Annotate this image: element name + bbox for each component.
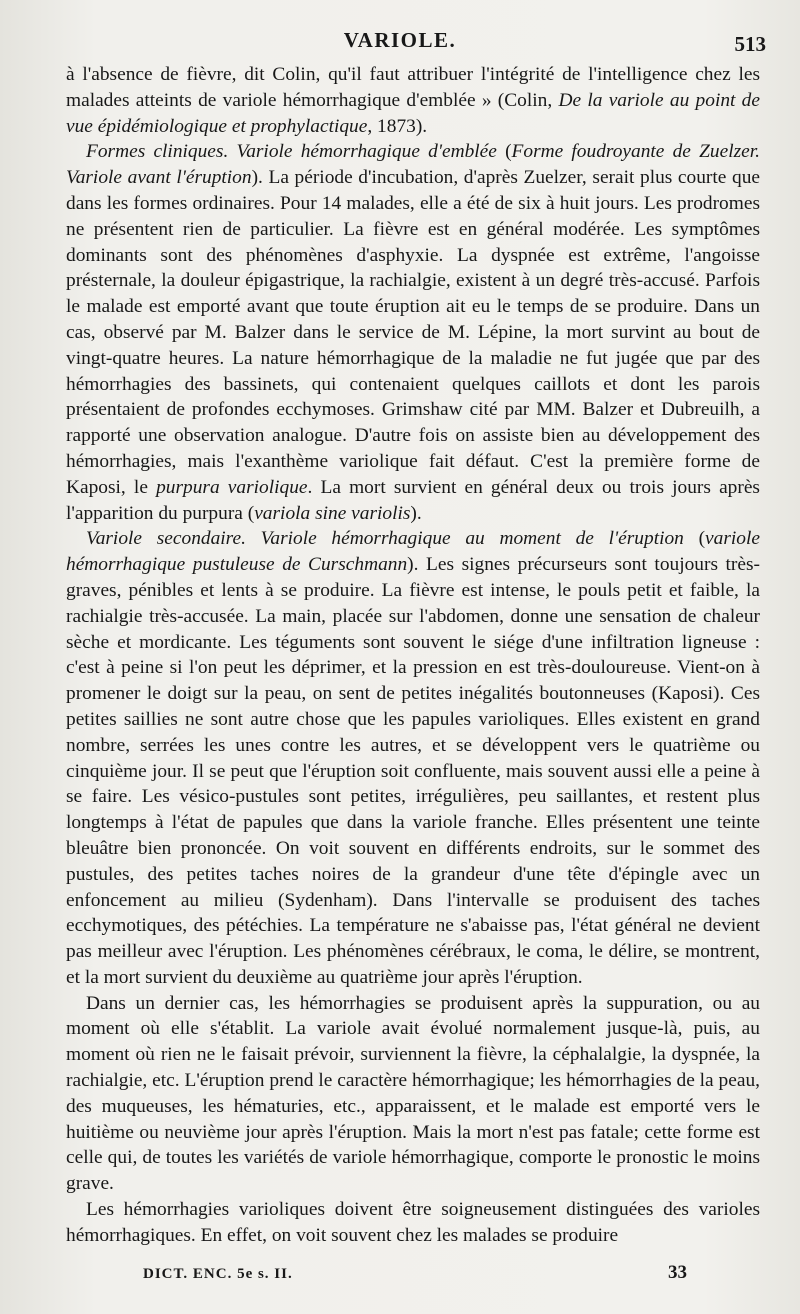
text-run: ).	[410, 502, 422, 524]
paragraph-formes-cliniques	[66, 139, 760, 526]
text-run: , 1873).	[367, 115, 428, 137]
paragraph-variole-secondaire	[66, 526, 760, 990]
italic-text-run: purpura variolique	[156, 476, 308, 498]
paragraph-dernier-cas	[66, 991, 760, 1197]
running-header	[0, 28, 800, 58]
italic-text-run: De la variole au point de vue épidémiologique et prophylactique	[66, 89, 760, 137]
text-run	[228, 141, 236, 162]
paragraph-hemorrhagies-varioliques	[66, 1197, 760, 1249]
footer-sheet-number: 33	[668, 1262, 687, 1283]
text-run: à l'absence de fièvre, dit Colin, qu'il faut attribuer l'intégrité de l'intelligence chez les malades atteints de variole hémorrhagique d'emblée » (Colin,	[66, 64, 760, 111]
running-title: VARIOLE.	[343, 28, 457, 52]
text-run: (	[496, 141, 512, 163]
text-run: (	[683, 528, 706, 550]
body-text	[66, 62, 760, 1249]
text-run: . La mort survient en général deux ou trois jours après l'apparition du purpura (	[66, 476, 760, 524]
italic-text-run: Variole hémorrhagique d'emblée	[236, 141, 497, 163]
italic-text-run: variola sine variolis	[254, 502, 411, 524]
text-run: Dans un dernier cas, les hémorrhagies se produisent après la suppuration, ou au moment où elle s'établit. La variole avait évolué normalement jusque-là, puis, au moment où rien ne le faisait prévoir, surviennent la fièvre, la céphalalgie, la dyspnée, la rachialgie, etc. L'éruption prend le caractère hémorrhagique; les hémorrhagies de la peau, des muqueuses, les hématuries, etc., apparaissent, et le malade est emporté vers le huitième ou neuvième jour après l'éruption. Mais la mort n'est pas fatale; cette forme est celle qui, de toutes les variétés de variole hémorrhagique, comporte le pronostic le moins grave.	[66, 992, 760, 1195]
text-run: Les hémorrhagies varioliques doivent être soigneusement distinguées des varioles hémorrhagiques. En effet, on voit souvent chez les malades se produire	[66, 1199, 760, 1246]
page-number: 513	[734, 32, 766, 56]
italic-text-run: Variole secondaire. Variole hémorrhagique au moment de l'éruption	[86, 528, 684, 550]
italic-text-run: Formes cliniques.	[86, 141, 229, 163]
paragraph-continuation	[66, 62, 760, 139]
text-run: ). La période d'incubation, d'après Zuelzer, serait plus courte que dans les formes ordinaires. Pour 14 malades, elle a été de six à huit jours. Les prodromes ne présentent rien de particulier. La fièvre est en général modérée. Les symptômes dominants sont des phénomènes d'asphyxie. La dyspnée est extrême, l'angoisse présternale, la douleur épigastrique, la rachialgie, existent à un degré très-accusé. Parfois le malade est emporté avant que toute éruption ait eu le temps de se produire. Dans un cas, observé par M. Balzer dans le service de M. Lépine, la mort survint au bout de vingt-quatre heures. La nature hémorrhagique de la maladie ne fut jugée que par des hémorrhagies des bassinets, qui contenaient quelques caillots et dont les parois présentaient de profondes ecchymoses. Grimshaw cité par MM. Balzer et Dubreuilh, a rapporté une observation analogue. D'autre fois on assiste bien au développement des hémorrhagies, mais l'exanthème variolique fait défaut. C'est la première forme de Kaposi, le	[66, 167, 760, 498]
italic-text-run: variole hémorrhagique pustuleuse de Curschmann	[66, 528, 760, 576]
footer-signature: DICT. ENC. 5e s. II.	[143, 1266, 293, 1282]
text-run: ). Les signes précurseurs sont toujours très-graves, pénibles et lents à se produire. La fièvre est intense, le pouls petit et faible, la rachialgie très-accusée. La main, placée sur l'abdomen, donne une sensation de chaleur sèche et mordicante. Les téguments sont souvent le siége d'une infiltration ligneuse : c'est à peine si l'on peut les déprimer, et la pression en est très-douloureuse. Vient-on à promener le doigt sur la peau, on sent de petites inégalités boutonneuses (Kaposi). Ces petites saillies ne sont autre chose que les papules varioliques. Elles existent en grand nombre, serrées les unes contre les autres, et se développent vers le quatrième ou cinquième jour. Il se peut que l'éruption soit confluente, mais souvent aussi elle a peine à se faire. Les vésico-pustules sont petites, irrégulières, peu saillantes, et restent plus longtemps à l'état de papules que dans la variole franche. Elles présentent une teinte bleuâtre bien prononcée. On voit souvent en différents endroits, sur le sommet des pustules, des petites taches noires de la grandeur d'une tête d'épingle avec un enfoncement au milieu (Sydenham). Dans l'intervalle se produisent des taches ecchymotiques, des pétéchies. La température ne s'abaisse pas, l'état général ne devient pas meilleur avec l'éruption. Les phénomènes cérébraux, le coma, le délire, se montrent, et la mort survient du deuxième au quatrième jour après l'éruption.	[66, 554, 761, 988]
italic-text-run: Forme foudroyante de Zuelzer. Variole avant l'éruption	[66, 141, 760, 189]
